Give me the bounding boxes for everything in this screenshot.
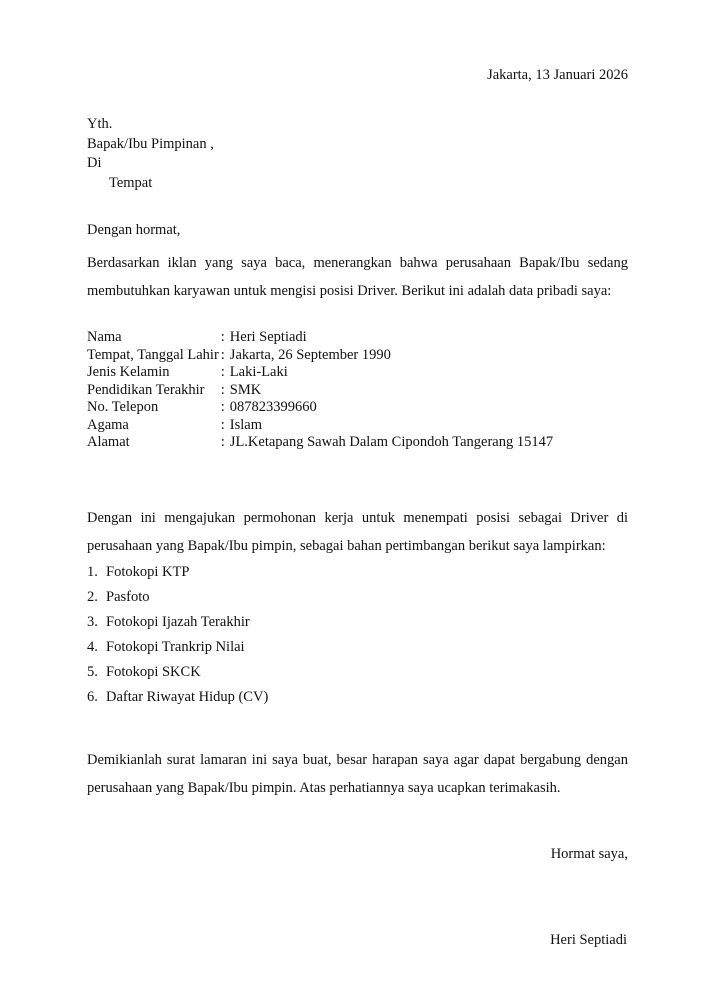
data-separator: : <box>220 381 225 398</box>
list-item-label: Fotokopi Ijazah Terakhir <box>106 613 250 630</box>
list-item-label: Fotokopi Trankrip Nilai <box>106 638 245 655</box>
data-label: Tempat, Tanggal Lahir <box>87 346 219 363</box>
table-row <box>87 434 553 452</box>
data-label: Agama <box>87 416 129 433</box>
data-label: Nama <box>87 329 122 345</box>
data-separator: : <box>220 364 225 380</box>
addressee-place: Tempat <box>109 174 153 191</box>
list-item <box>87 585 628 610</box>
list-item <box>87 660 628 685</box>
addressee-recipient: Bapak/Ibu Pimpinan , <box>87 135 214 152</box>
apply-paragraph: Dengan ini mengajukan permohonan kerja untuk menempati posisi sebagai Driver di perusahaan yang Bapak/Ibu pimpin, sebagai bahan pertimbangan berikut saya lampirkan: <box>87 509 628 554</box>
data-separator: : <box>220 346 225 363</box>
signature-closing: Hormat saya, <box>550 845 628 862</box>
closing-paragraph: Demikianlah surat lamaran ini saya buat, besar harapan saya agar dapat bergabung dengan perusahaan yang Bapak/Ibu pimpin. Atas perhatiannya saya ucapkan terimakasih. <box>87 751 628 796</box>
table-row <box>87 347 553 365</box>
signature-name: Heri Septiadi <box>550 931 627 948</box>
list-item-label: Pasfoto <box>106 588 150 605</box>
data-separator: : <box>220 329 225 345</box>
attachment-list <box>87 560 628 710</box>
data-value: Jakarta, 26 September 1990 <box>229 346 391 363</box>
table-row <box>87 329 553 347</box>
data-label: No. Telepon <box>87 399 159 415</box>
personal-data-table <box>87 329 553 452</box>
data-value: Islam <box>229 416 263 433</box>
list-item <box>87 610 628 635</box>
letter-body <box>87 0 628 949</box>
salutation: Dengan hormat, <box>87 222 181 238</box>
data-value: 087823399660 <box>229 399 317 415</box>
data-value: SMK <box>229 381 262 398</box>
list-item-number: 4. <box>87 638 98 655</box>
list-item-label: Daftar Riwayat Hidup (CV) <box>106 688 269 705</box>
list-item-label: Fotokopi SKCK <box>106 663 201 680</box>
table-row <box>87 417 553 435</box>
data-value: JL.Ketapang Sawah Dalam Cipondoh Tangerang 15147 <box>229 434 554 450</box>
list-item-label: Fotokopi KTP <box>106 563 190 580</box>
data-value: Laki-Laki <box>229 364 288 380</box>
addressee-honorific: Yth. <box>87 116 113 132</box>
data-separator: : <box>220 416 225 433</box>
list-item <box>87 635 628 660</box>
data-separator: : <box>220 399 225 415</box>
list-item-number: 5. <box>87 663 98 680</box>
list-item-number: 6. <box>87 688 98 705</box>
data-label: Alamat <box>87 434 130 450</box>
addressee-at: Di <box>87 155 102 171</box>
intro-paragraph: Berdasarkan iklan yang saya baca, menerangkan bahwa perusahaan Bapak/Ibu sedang membutuhkan karyawan untuk mengisi posisi Driver. Berikut ini adalah data pribadi saya: <box>87 255 628 299</box>
data-value: Heri Septiadi <box>229 329 307 345</box>
list-item-number: 3. <box>87 613 98 630</box>
list-item-number: 1. <box>87 563 98 580</box>
list-item <box>87 685 628 710</box>
table-row <box>87 382 553 400</box>
table-row <box>87 364 553 382</box>
data-label: Pendidikan Terakhir <box>87 381 205 398</box>
table-row <box>87 399 553 417</box>
date-line: Jakarta, 13 Januari 2026 <box>487 67 628 83</box>
addressee-block <box>87 115 628 193</box>
list-item-number: 2. <box>87 588 98 605</box>
data-separator: : <box>220 434 225 450</box>
list-item <box>87 560 628 585</box>
data-label: Jenis Kelamin <box>87 364 170 380</box>
